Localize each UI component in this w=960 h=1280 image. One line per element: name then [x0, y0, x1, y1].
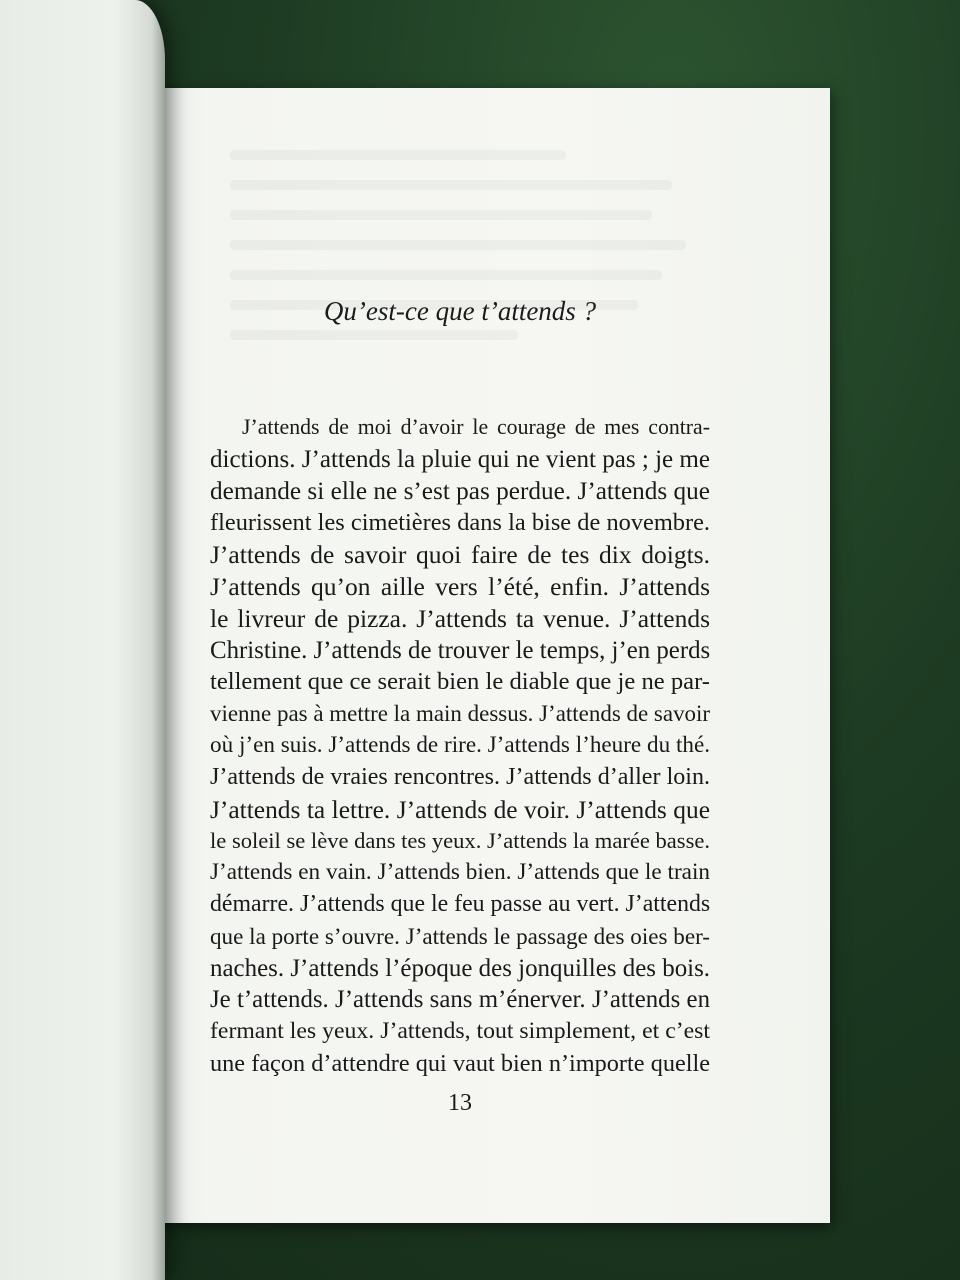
text-line: J’attends en vain. J’attends bien. J’attends que le train — [210, 859, 710, 886]
text-line: Christine. J’attends de trouver le temps, j’en perds — [210, 636, 711, 664]
book-page-left-edge — [0, 0, 165, 1280]
text-line: J’attends de vraies rencontres. J’attends d’aller loin. — [210, 763, 710, 790]
text-line: Je t’attends. J’attends sans m’énerver. J’attends en — [210, 986, 710, 1014]
text-line: le livreur de pizza. J’attends ta venue. J’attends — [210, 603, 710, 633]
text-line: J’attends de moi d’avoir le courage de mes contra- — [242, 415, 710, 439]
text-line: fleurissent les cimetières dans la bise de novembre. — [210, 509, 710, 537]
text-line: naches. J’attends l’époque des jonquilles des bois. — [210, 954, 711, 982]
text-line: dictions. J’attends la pluie qui ne vient pas ; je me — [210, 445, 710, 473]
text-line: démarre. J’attends que le feu passe au vert. J’attends — [210, 890, 711, 917]
text-line: J’attends ta lettre. J’attends de voir. J’attends que — [210, 794, 710, 824]
text-line: tellement que ce serait bien le diable que je ne par- — [210, 668, 710, 696]
text-line: demande si elle ne s’est pas perdue. J’attends que — [210, 477, 710, 505]
text-line: J’attends qu’on aille vers l’été, enfin. J’attends — [210, 571, 710, 601]
text-line: fermant les yeux. J’attends, tout simplement, et c’est — [210, 1018, 710, 1045]
reverse-side-show-through — [230, 150, 710, 360]
text-line: vienne pas à mettre la main dessus. J’attends de savoir — [210, 701, 711, 727]
text-line: J’attends de savoir quoi faire de tes dix doigts. — [210, 540, 710, 570]
body-paragraph — [210, 412, 710, 1080]
page-number: 13 — [448, 1090, 472, 1116]
text-line: que la porte s’ouvre. J’attends le passage des oies ber- — [210, 922, 710, 949]
text-line: une façon d’attendre qui vaut bien n’importe quelle — [210, 1049, 710, 1077]
text-line: le soleil se lève dans tes yeux. J’attends la marée basse. — [210, 828, 710, 854]
chapter-title: Qu’est-ce que t’attends ? — [323, 296, 597, 326]
text-line: où j’en suis. J’attends de rire. J’attends l’heure du thé. — [210, 731, 710, 758]
